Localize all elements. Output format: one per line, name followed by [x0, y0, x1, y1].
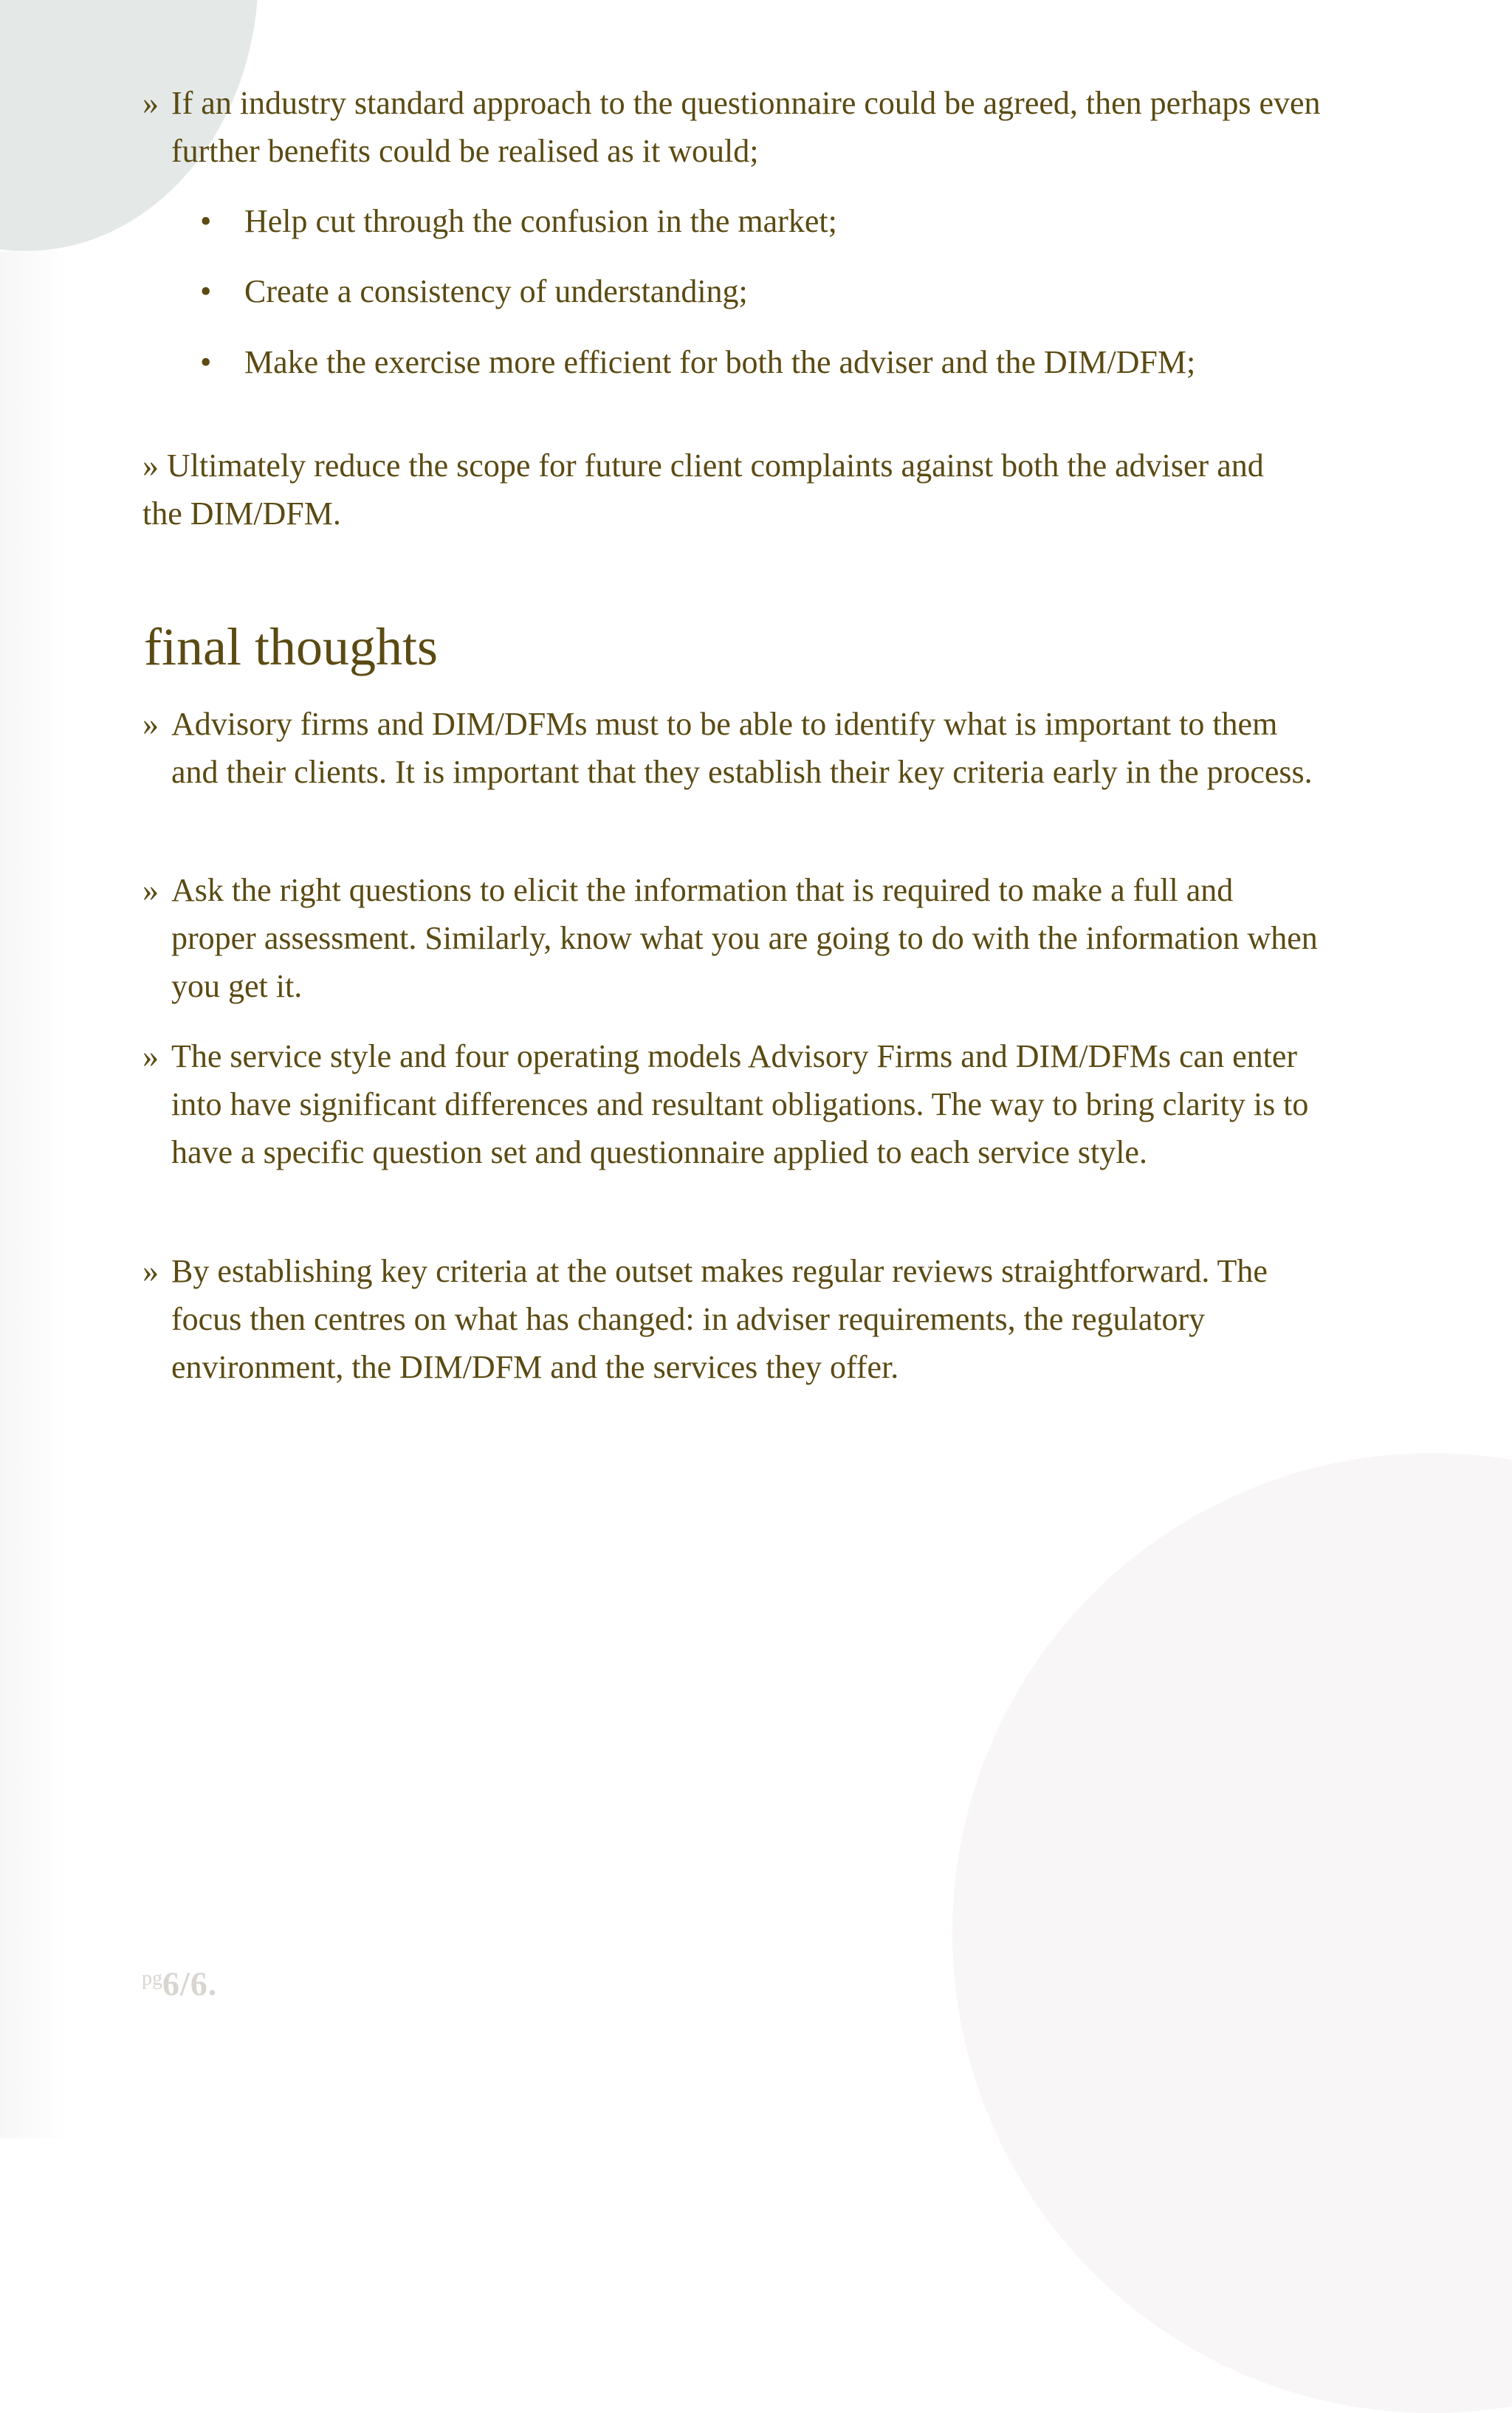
list-marker: » — [142, 1253, 159, 1289]
list-marker: » — [142, 85, 159, 121]
bullet-marker: • — [200, 203, 212, 239]
page-number-value: 6/6. — [162, 1965, 218, 2002]
page-number-label: pg — [142, 1967, 162, 1990]
list-item: Advisory firms and DIM/DFMs must to be able to identify what is important to them and their clients. It is important that they establish their key criteria early in the process. — [171, 706, 1313, 790]
section-heading: final thoughts — [144, 617, 438, 676]
bullet-marker: • — [200, 273, 212, 309]
list-item: Ask the right questions to elicit the information that is required to make a full and proper assessment. Similarly, know what you are going to do with the information when you get it. — [171, 872, 1318, 1004]
list-marker: » — [142, 1038, 159, 1074]
list-marker: » — [142, 706, 159, 742]
sub-list-item: Create a consistency of understanding; — [244, 273, 748, 309]
list-marker: » — [142, 872, 159, 908]
intro-list-item: If an industry standard approach to the questionnaire could be agreed, then perhaps even further benefits could be realised as it would; — [171, 85, 1321, 169]
ultimate-list-item: » Ultimately reduce the scope for future client complaints against both the adviser and the DIM/DFM. — [142, 447, 1264, 532]
list-item: The service style and four operating models Advisory Firms and DIM/DFMs can enter into have significant differences and resultant obligations. The way to bring clarity is to have a specific question set and questionnaire applied to each service style. — [171, 1038, 1309, 1170]
list-item: By establishing key criteria at the outset makes regular reviews straightforward. The focus then centres on what has changed: in adviser requirements, the regulatory environment, the DIM/DFM and the services they offer. — [171, 1253, 1268, 1385]
sub-list-item: Make the exercise more efficient for both the adviser and the DIM/DFM; — [244, 344, 1196, 380]
sub-list-item: Help cut through the confusion in the market; — [244, 203, 837, 239]
bullet-marker: • — [200, 344, 212, 380]
page-number — [142, 1964, 217, 2003]
